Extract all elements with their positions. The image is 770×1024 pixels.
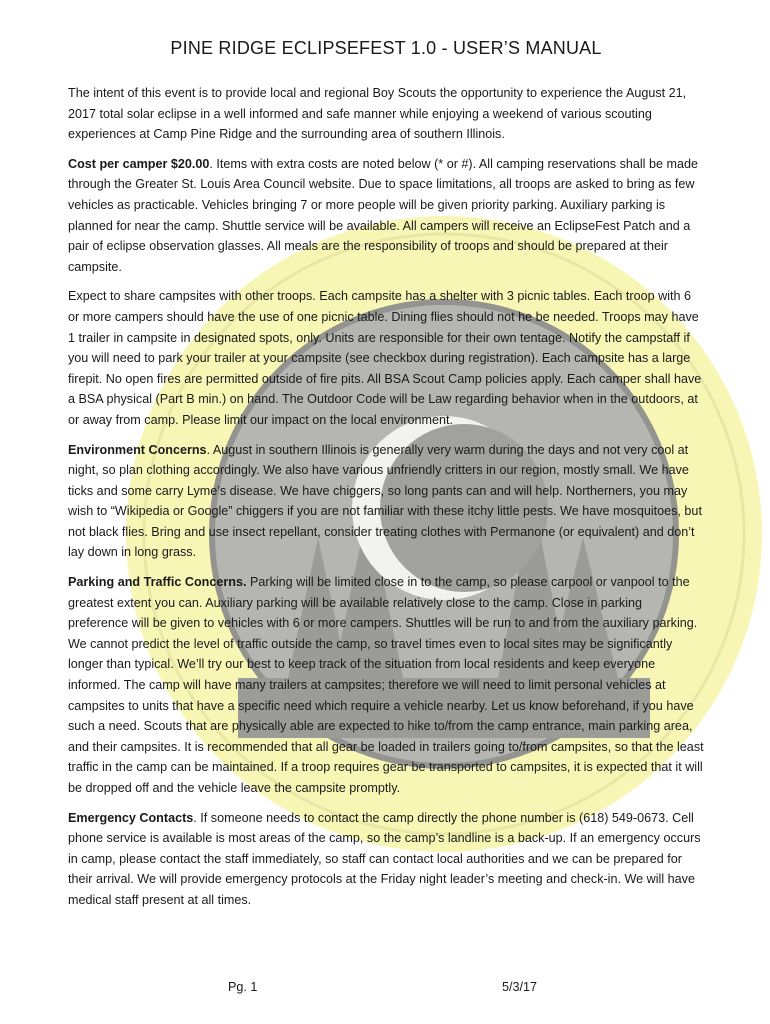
environment-paragraph — [68, 440, 704, 564]
manual-content — [68, 38, 704, 920]
parking-text: Parking will be limited close in to the camp, so please carpool or vanpool to the greatest extent you can. Auxiliary parking will be available relatively close to the camp. Close in parking preference will be given to vehicles with 6 or more campers. Shuttles will be run to and from the auxiliary parking. We cannot predict the level of traffic outside the camp, so travel times even to local sites may be significantly longer than typical. We’ll try our best to keep track of the situation from local residents and keep everyone informed. The camp will have many trailers at campsites; therefore we will need to limit personal vehicles at campsites to units that have a specific need which require a vehicle nearby. Let us know beforehand, if you have such a need. Scouts that are physically able are expected to hike to/from the camp entrance, main parking area, and their campsites. It is recommended that all gear be loaded in trailers going to/from campsites, so that the least traffic in the camp can be maintained. If a troop requires gear be transported to campsites, it is expected that it will be dropped off and the vehicle leave the campsite promptly. — [68, 575, 704, 795]
cost-heading: Cost per camper $20.00 — [68, 156, 210, 171]
emergency-text: . If someone needs to contact the camp directly the phone number is (618) 549-0673. Cell phone service is available is most areas of the camp, so the camp’s landline is a back-up. If an emergency occurs in camp, please contact the staff immediately, so staff can contact local authorities and we can be prepared for their arrival. We will provide emergency protocols at the Friday night leader’s meeting and check-in. We will have medical staff present at all times. — [68, 810, 701, 907]
campsites-paragraph: Expect to share campsites with other troops. Each campsite has a shelter with 3 picnic tables. Each troop with 6 or more campers should have the use of one picnic table. Dining flies should not he be needed. Troops may have 1 trailer in campsite in designated spots, only. Units are responsible for their own tentage. Notify the campstaff if you will need to park your trailer at your campsite (see checkbox during registration). Each campsite has a large firepit. No open fires are permitted outside of fire pits. All BSA Scout Camp policies apply. Each camper shall have a BSA physical (Part B min.) on hand. The Outdoor Code will be Law regarding behavior when in the outdoors, at or away from camp. Please limit our impact on the local environment. — [68, 289, 702, 427]
footer-date: 5/3/17 — [502, 980, 538, 994]
footer-page-number: Pg. 1 — [228, 980, 258, 994]
emergency-heading: Emergency Contacts — [68, 810, 194, 825]
emergency-paragraph — [68, 808, 704, 911]
cost-paragraph — [68, 154, 704, 278]
environment-text: . August in southern Illinois is generally very warm during the days and not very cool at night, so plan clothing accordingly. We also have various unfriendly critters in our region, mostly small. We have ticks and some carry Lyme’s disease. We have chiggers, so long pants can and will help. Northerners, you may wish to “Wikipedia or Google” chiggers if you are not familiar with these itchy little pests. We have mosquitoes, but not black flies. Bring and use insect repellant, consider treating clothes with Permanone (or equivalent) and don’t lay down in long grass. — [68, 442, 702, 560]
cost-text: . Items with extra costs are noted below (* or #). All camping reservations shall be made through the Greater St. Louis Area Council website. Due to space limitations, all troops are asked to bring as few vehicles as practicable. Vehicles bringing 7 or more people will be given priority parking. Auxiliary parking is planned for near the camp. Shuttle service will be available. All campers will receive an EclipseFest Patch and a pair of eclipse observation glasses. All meals are the responsibility of troops and should be prepared at their campsite. — [68, 156, 698, 274]
environment-heading: Environment Concerns — [68, 442, 207, 457]
parking-paragraph — [68, 572, 704, 799]
parking-heading: Parking and Traffic Concerns. — [68, 575, 247, 590]
intro-paragraph: The intent of this event is to provide local and regional Boy Scouts the opportunity to experience the August 21, 2017 total solar eclipse in a well informed and safe manner while enjoying a weekend of various scouting experiences at Camp Pine Ridge and the surrounding area of southern Illinois. — [68, 86, 687, 142]
page-title: PINE RIDGE ECLIPSEFEST 1.0 - USER’S MANUAL — [170, 38, 602, 58]
